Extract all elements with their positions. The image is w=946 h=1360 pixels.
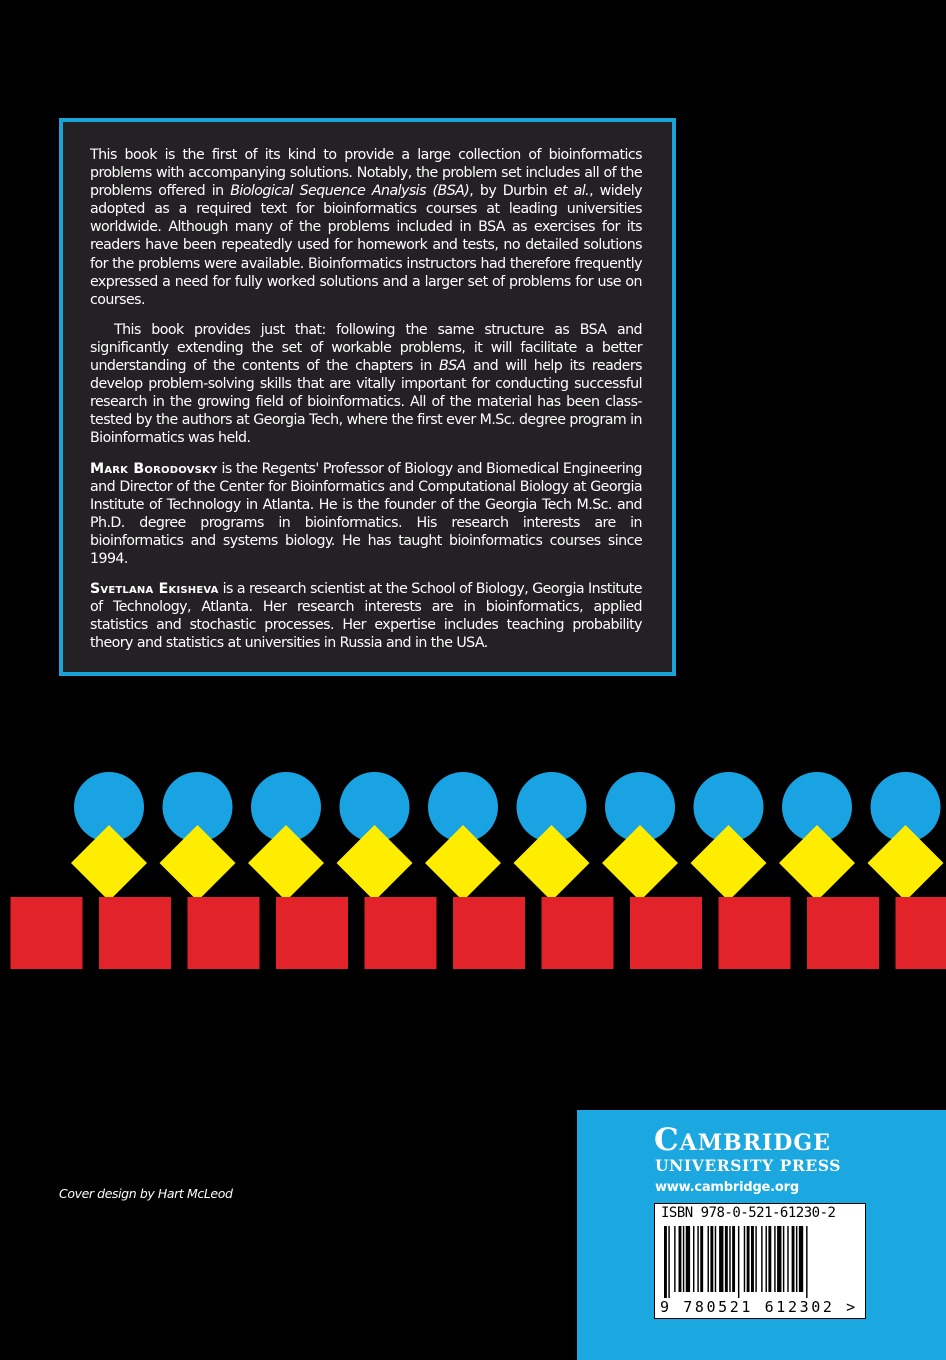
- barcode-bar: [664, 1226, 667, 1298]
- pattern-square: [453, 897, 525, 969]
- barcode-bar: [729, 1226, 730, 1292]
- pattern-square: [365, 897, 437, 969]
- barcode-bar: [777, 1226, 781, 1292]
- barcode-bar: [755, 1226, 756, 1292]
- pattern-diamond: [71, 825, 147, 901]
- pattern-square: [719, 897, 791, 969]
- back-cover-blurb: [90, 146, 642, 664]
- blurb-paragraph-1: This book is the first of its kind to provide a large collection of bioinformatics problems with accompanying solutions. Notably, the problem set includes all of the problems offered in Biological Sequence Analysis (BSA), by Durbin et al., widely adopted as a required text for bioinformatics courses at leading universities worldwide. Although many of the problems included in BSA as exercises for its readers have been repeatedly used for homework and tests, no detailed solutions for the problems were available. Bioinformatics instructors had therefore frequently expressed a need for fully worked solutions and a larger set of problems for use on courses.: [90, 147, 643, 308]
- barcode-bar: [766, 1226, 767, 1292]
- barcode-digits: 9 780521 612302 >: [660, 1298, 858, 1316]
- author-name: Mark Borodovsky: [90, 460, 218, 477]
- pattern-square: [188, 897, 260, 969]
- barcode-bar: [715, 1226, 716, 1292]
- pattern-diamond: [160, 825, 236, 901]
- pattern-diamond: [248, 825, 324, 901]
- blurb-paragraph-2: This book provides just that: following the same structure as BSA and significantly extending the set of workable problems, it will facilitate a better understanding of the contents of the chapters in BSA and will help its readers develop problem-solving skills that are vitally important for conducting successful research in the growing field of bioinformatics. All of the material has been class-tested by the authors at Georgia Tech, where the first ever M.Sc. degree program in Bioinformatics was held.: [90, 321, 642, 447]
- barcode-bar: [787, 1226, 788, 1292]
- author-bio-ekisheva: Svetlana Ekisheva is a research scientist at the School of Biology, Georgia Institute of Technology, Atlanta. Her research interests are in bioinformatics, applied statistics and stochastic processes. Her expertise includes teaching probability theory and statistics at universities in Russia and in the USA.: [90, 581, 642, 652]
- author-name: Svetlana Ekisheva: [90, 581, 219, 598]
- barcode-bar: [668, 1226, 669, 1298]
- barcode-bar: [738, 1226, 739, 1298]
- barcode-bar: [796, 1226, 797, 1292]
- pattern-square: [11, 897, 83, 969]
- barcode-bar: [799, 1226, 803, 1292]
- barcode-bar: [732, 1226, 735, 1292]
- barcode-bar: [768, 1226, 771, 1292]
- publisher-url: www.cambridge.org: [655, 1180, 799, 1195]
- pattern-diamond: [514, 825, 590, 901]
- pattern-diamond: [602, 825, 678, 901]
- shape-pattern-band: [0, 770, 946, 1035]
- cover-design-credit: Cover design by Hart McLeod: [59, 1186, 233, 1201]
- pattern-square: [807, 897, 879, 969]
- barcode-bar: [747, 1226, 750, 1292]
- pattern-diamond: [779, 825, 855, 901]
- barcode-bar: [700, 1226, 703, 1292]
- barcode-bar: [783, 1226, 784, 1292]
- pattern-square: [542, 897, 614, 969]
- pattern-diamond: [691, 825, 767, 901]
- pattern-square: [99, 897, 171, 969]
- pattern-diamond: [425, 825, 501, 901]
- barcode-bar: [751, 1226, 754, 1292]
- barcode-bar: [806, 1226, 807, 1298]
- barcode-bar: [744, 1226, 745, 1292]
- barcode-bar: [679, 1226, 682, 1292]
- author-bio-borodovsky: Mark Borodovsky is the Regents' Professor of Biology and Biomedical Engineering and Director of the Center for Bioinformatics and Computational Biology at Georgia Institute of Technology in Atlanta. He is the founder of the Georgia Tech M.Sc. and Ph.D. degree programs in bioinformatics. His research interests are in bioinformatics and systems biology. He has taught bioinformatics courses since 1994.: [90, 460, 642, 567]
- publisher-subtitle: UNIVERSITY PRESS: [655, 1156, 842, 1175]
- barcode-bar: [693, 1226, 694, 1292]
- barcode-bar: [774, 1226, 775, 1292]
- pattern-square: [896, 897, 946, 969]
- barcode-bar: [710, 1226, 713, 1292]
- barcode-bar: [792, 1226, 795, 1292]
- barcode-bar: [725, 1226, 728, 1292]
- isbn-label: ISBN 978-0-521-61230-2: [661, 1205, 836, 1221]
- barcode-bar: [708, 1226, 709, 1292]
- barcode-bar: [683, 1226, 684, 1292]
- barcode-bar: [697, 1226, 698, 1292]
- barcode-bar: [719, 1226, 723, 1292]
- barcode: [664, 1226, 860, 1298]
- pattern-diamond: [337, 825, 413, 901]
- pattern-square: [630, 897, 702, 969]
- barcode-bar: [674, 1226, 675, 1292]
- pattern-diamond: [868, 825, 944, 901]
- publisher-name: Cambridge: [654, 1122, 831, 1158]
- pattern-square: [276, 897, 348, 969]
- barcode-bar: [686, 1226, 690, 1292]
- barcode-bar: [761, 1226, 762, 1292]
